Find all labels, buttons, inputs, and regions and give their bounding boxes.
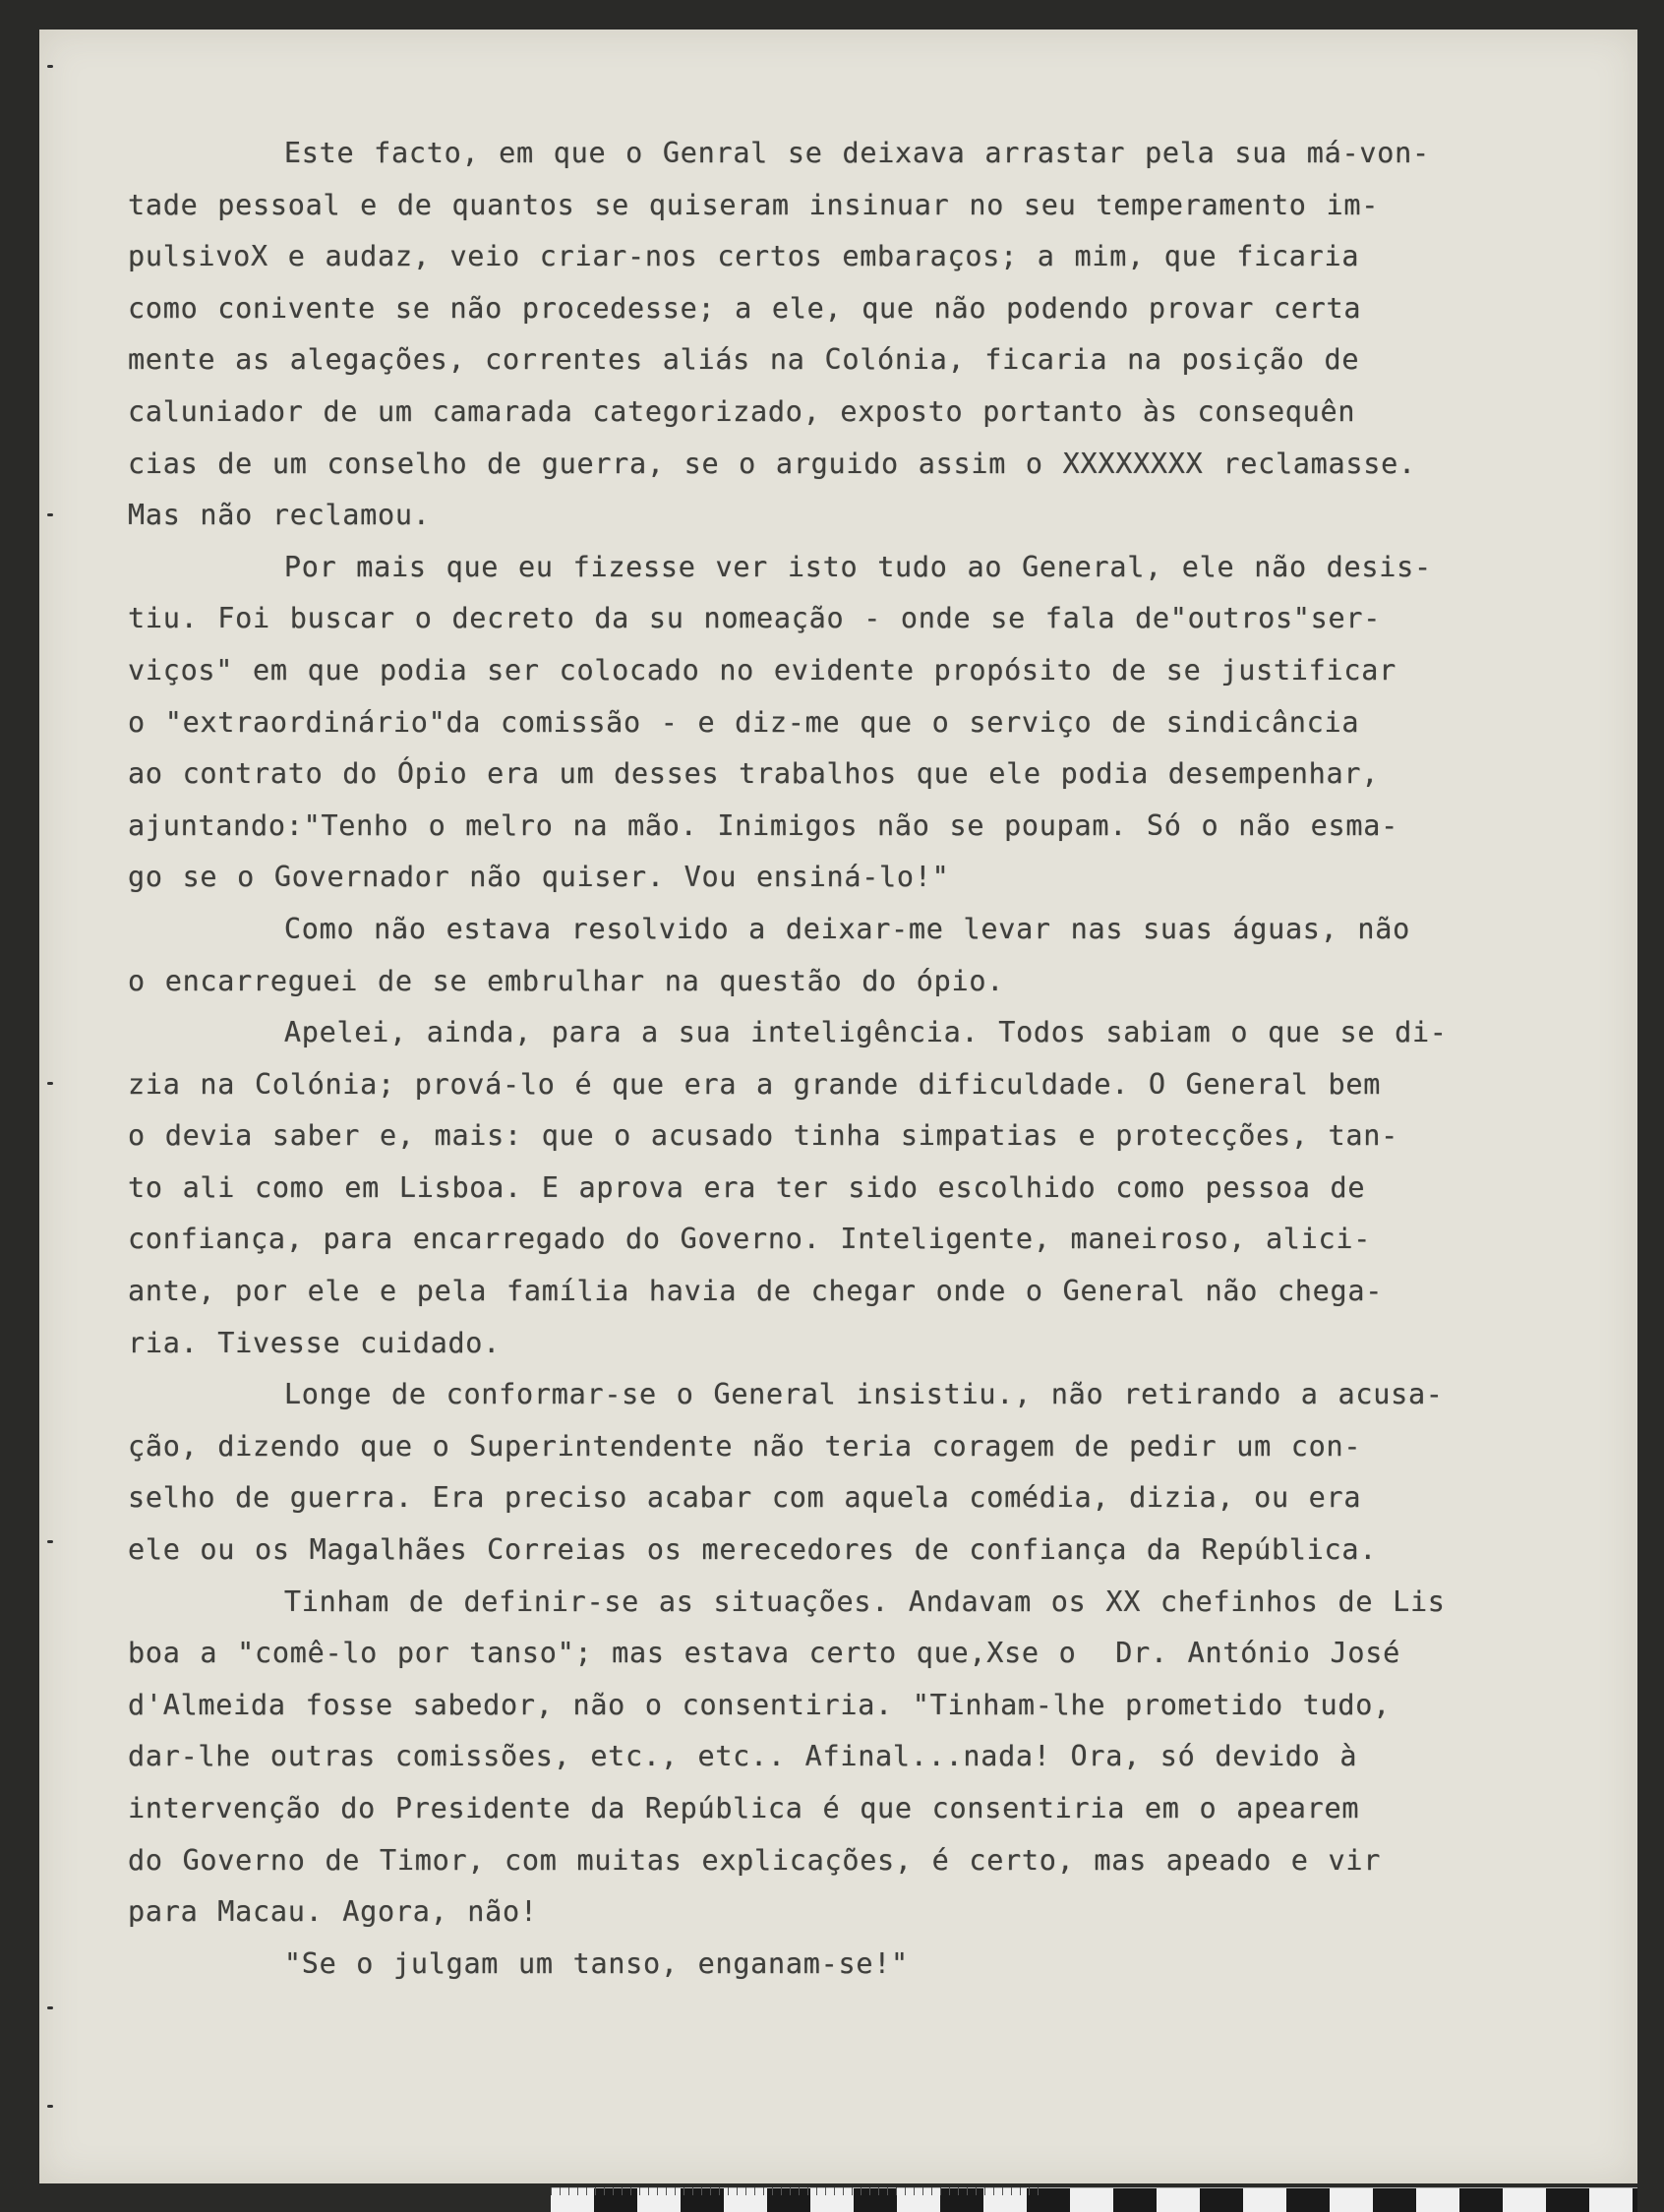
ruler-ticks bbox=[551, 2187, 1042, 2195]
text-line: Mas não reclamou. bbox=[128, 499, 431, 532]
text-line: do Governo de Timor, com muitas explicações, é certo, mas apeado e vir bbox=[128, 1843, 1382, 1877]
text-line: caluniador de um camarada categorizado, exposto portanto às consequên bbox=[128, 394, 1356, 428]
margin-mark bbox=[47, 65, 53, 68]
text-line: mente as alegações, correntes aliás na Colónia, ficaria na posição de bbox=[128, 343, 1360, 377]
text-line: pulsivoX e audaz, veio criar-nos certos embaraços; a mim, que ficaria bbox=[128, 240, 1360, 273]
text-line: Este facto, em que o Genral se deixava arrastar pela sua má-von- bbox=[128, 137, 1430, 169]
text-line: ção, dizendo que o Superintendente não teria coragem de pedir um con- bbox=[128, 1429, 1362, 1463]
text-line: o encarreguei de se embrulhar na questão do ópio. bbox=[128, 964, 1005, 997]
text-line: o devia saber e, mais: que o acusado tinha simpatias e protecções, tan- bbox=[128, 1119, 1398, 1153]
margin-mark bbox=[47, 1540, 53, 1543]
text-line: Como não estava resolvido a deixar-me levar nas suas águas, não bbox=[128, 912, 1410, 945]
margin-mark bbox=[47, 513, 53, 516]
text-line: como conivente se não procedesse; a ele, que não podendo provar certa bbox=[128, 291, 1362, 325]
text-line: to ali como em Lisboa. E aprova era ter sido escolhido como pessoa de bbox=[128, 1170, 1366, 1204]
text-line: tade pessoal e de quantos se quiseram insinuar no seu temperamento im- bbox=[128, 188, 1380, 221]
text-line: Apelei, ainda, para a sua inteligência. Todos sabiam o que se di- bbox=[128, 1016, 1448, 1049]
text-line: ria. Tivesse cuidado. bbox=[128, 1326, 502, 1359]
text-line: boa a "comê-lo por tanso"; mas estava certo que,Xse o Dr. António José bbox=[128, 1637, 1400, 1670]
text-line: ante, por ele e pela família havia de chegar onde o General não chega- bbox=[128, 1275, 1384, 1308]
text-line: o "extraordinário"da comissão - e diz-me que o serviço de sindicância bbox=[128, 705, 1360, 739]
margin-mark bbox=[47, 2006, 53, 2009]
text-line: intervenção do Presidente da República é que consentiria em o apearem bbox=[128, 1792, 1360, 1824]
text-line: Longe de conformar-se o General insistiu., não retirando a acusa- bbox=[128, 1378, 1444, 1411]
text-line: cias de um conselho de guerra, se o arguido assim o XXXXXXXX reclamasse. bbox=[128, 447, 1416, 480]
margin-mark bbox=[47, 1082, 53, 1085]
text-line: d'Almeida fosse sabedor, não o consentiria. "Tinham-lhe prometido tudo, bbox=[128, 1688, 1391, 1721]
text-line: selho de guerra. Era preciso acabar com aquela comédia, dizia, ou era bbox=[128, 1481, 1362, 1515]
typewritten-text bbox=[128, 128, 1534, 1990]
text-line: dar-lhe outras comissões, etc., etc.. Afinal...nada! Ora, só devido à bbox=[128, 1740, 1358, 1773]
text-line: ao contrato do Ópio era um desses trabalhos que ele podia desempenhar, bbox=[128, 757, 1380, 791]
text-line: ajuntando:"Tenho o melro na mão. Inimigos não se poupam. Só o não esma- bbox=[128, 808, 1398, 842]
margin-mark bbox=[47, 2105, 53, 2108]
text-line: ele ou os Magalhães Correias os merecedores de confiança da República. bbox=[128, 1533, 1378, 1567]
text-line: zia na Colónia; prová-lo é que era a grande dificuldade. O General bem bbox=[128, 1067, 1382, 1101]
text-line: Por mais que eu fizesse ver isto tudo ao General, ele não desis- bbox=[128, 550, 1432, 583]
text-line: Tinham de definir-se as situações. Andavam os XX chefinhos de Lis bbox=[128, 1584, 1446, 1618]
text-line: viços" em que podia ser colocado no evidente propósito de se justificar bbox=[128, 653, 1397, 687]
text-line: tiu. Foi buscar o decreto da su nomeação - onde se fala de"outros"ser- bbox=[128, 602, 1382, 635]
text-line: confiança, para encarregado do Governo. Inteligente, maneiroso, alici- bbox=[128, 1223, 1372, 1256]
text-line: "Se o julgam um tanso, enganam-se!" bbox=[128, 1946, 909, 1980]
text-line: go se o Governador não quiser. Vou ensiná-lo!" bbox=[128, 861, 950, 894]
text-line: para Macau. Agora, não! bbox=[128, 1895, 538, 1929]
